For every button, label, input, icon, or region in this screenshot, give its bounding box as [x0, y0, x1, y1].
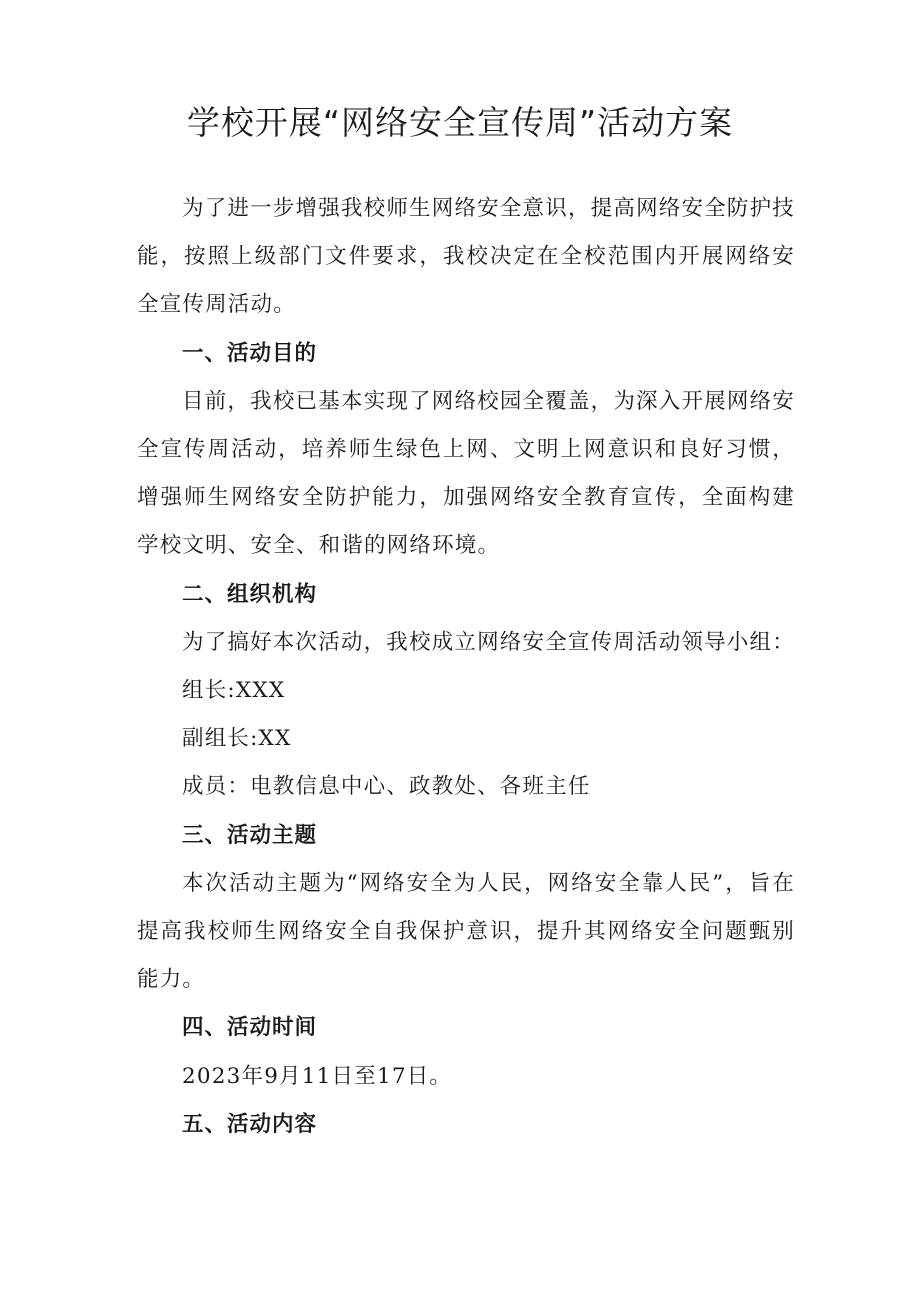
- intro-paragraph: 为了进一步增强我校师生网络安全意识，提高网络安全防护技能，按照上级部门文件要求，我校决定在全校范围内开展网络安全宣传周活动。: [137, 196, 795, 318]
- document-title: 学校开展“网络安全宣传周”活动方案: [186, 103, 734, 142]
- section-heading-time: 四、活动时间: [182, 1015, 318, 1041]
- organization-members: 成员：电教信息中心、政教处、各班主任: [182, 774, 591, 800]
- time-paragraph: 2023年9月11日至17日。: [182, 1063, 453, 1089]
- section-heading-purpose: 一、活动目的: [182, 340, 318, 366]
- section-heading-content: 五、活动内容: [182, 1111, 318, 1137]
- organization-paragraph: 为了搞好本次活动，我校成立网络安全宣传周活动领导小组：: [182, 629, 795, 655]
- organization-deputy: 副组长:XX: [182, 726, 292, 752]
- theme-paragraph: 本次活动主题为“网络安全为人民，网络安全靠人民”，旨在提高我校师生网络安全自我保护意识，提升其网络安全问题甄别能力。: [137, 870, 795, 993]
- section-heading-theme: 三、活动主题: [182, 822, 318, 848]
- section-heading-organization: 二、组织机构: [182, 581, 318, 607]
- organization-leader: 组长:XXX: [182, 678, 286, 704]
- purpose-paragraph: 目前，我校已基本实现了网络校园全覆盖，为深入开展网络安全宣传周活动，培养师生绿色上网、文明上网意识和良好习惯，增强师生网络安全防护能力，加强网络安全教育宣传，全面构建学校文明、安全、和谐的网络环境。: [137, 388, 795, 559]
- document-body: [137, 185, 795, 1149]
